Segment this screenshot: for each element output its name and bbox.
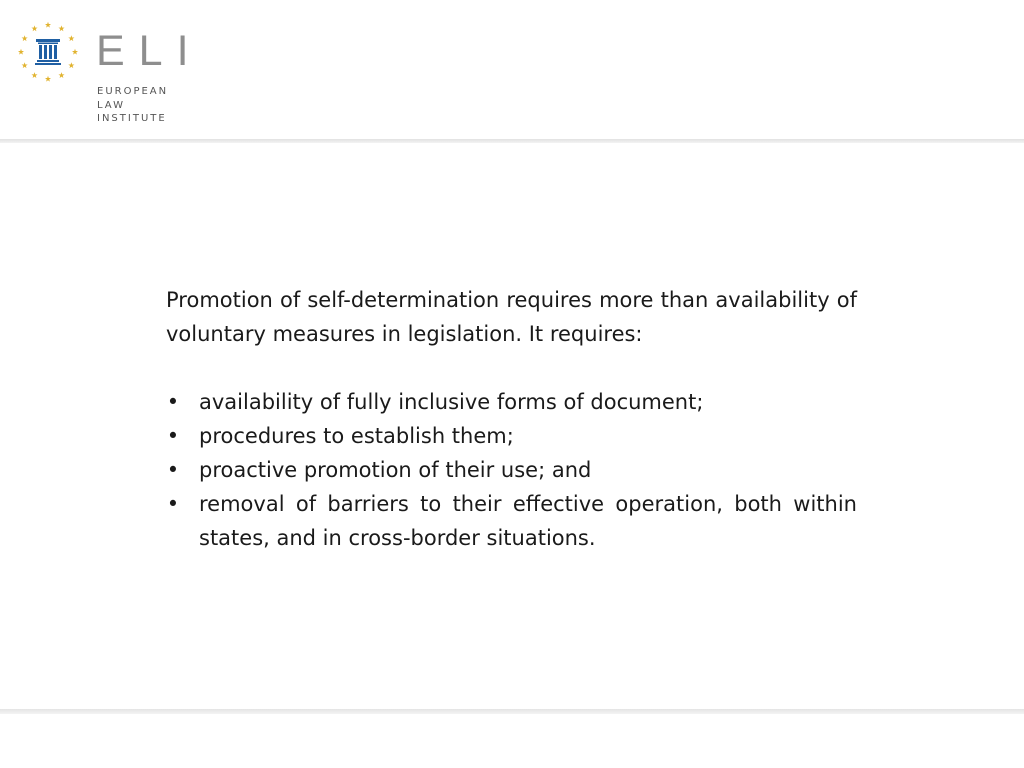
star-icon: [68, 62, 74, 68]
institute-name-line: LAW: [97, 99, 125, 111]
star-icon: [68, 35, 74, 41]
star-icon: [22, 62, 28, 68]
footer-divider: [0, 709, 1024, 714]
list-item-text: proactive promotion of their use; and: [199, 458, 592, 482]
star-icon: [31, 25, 37, 31]
courthouse-column-icon: [35, 39, 61, 65]
institute-name-line: INSTITUTE: [97, 113, 167, 124]
list-item: [166, 487, 857, 555]
requirements-list: [166, 385, 857, 555]
eli-emblem-icon: [16, 20, 80, 84]
star-icon: [72, 49, 78, 55]
intro-paragraph: Promotion of self-determination requires more than availability of voluntary measures in legislation. It requires:: [166, 288, 857, 346]
star-icon: [18, 49, 24, 55]
bullet-icon: •: [166, 492, 180, 516]
bullet-icon: •: [166, 424, 180, 448]
institute-name: [97, 85, 168, 126]
list-item: [166, 419, 857, 453]
institute-name-line: EUROPEAN: [97, 86, 169, 97]
star-icon: [58, 25, 64, 31]
header-divider: [0, 139, 1024, 143]
list-item-text: procedures to establish them;: [199, 424, 514, 448]
slide-header: [0, 0, 1024, 141]
slide-body: [166, 283, 857, 555]
star-icon: [45, 22, 51, 28]
bullet-icon: •: [166, 390, 180, 414]
list-item: [166, 453, 857, 487]
bullet-icon: •: [166, 458, 180, 482]
star-icon: [22, 35, 28, 41]
star-icon: [45, 76, 51, 82]
star-icon: [58, 72, 64, 78]
star-icon: [31, 72, 37, 78]
list-item: [166, 385, 857, 419]
list-item-text: availability of fully inclusive forms of document;: [199, 390, 704, 414]
list-item-text: removal of barriers to their effective operation, both within states, and in cross-border situations.: [199, 492, 857, 550]
eli-wordmark: ELI: [96, 27, 203, 75]
